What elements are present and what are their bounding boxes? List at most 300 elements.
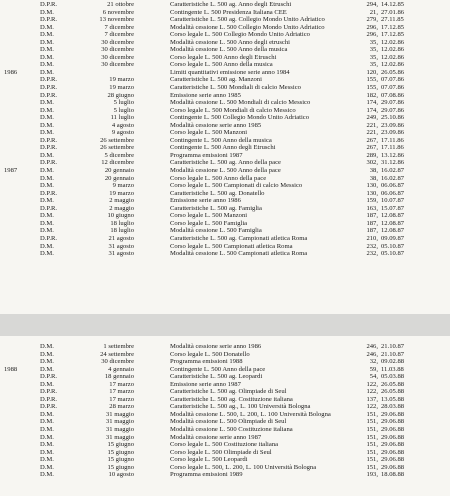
- gazette-date: 29.06.88: [381, 456, 405, 464]
- gazette-number: 155,: [366, 84, 378, 92]
- gazette-number: 151,: [366, 441, 378, 449]
- gazette-number: 249,: [366, 114, 378, 122]
- decree-date: 15 giugno: [107, 456, 134, 464]
- decree-type: D.M.: [40, 99, 54, 107]
- decree-row: [0, 351, 450, 359]
- decree-type: D.M.: [40, 129, 54, 137]
- decree-description: Caratteristiche L. 500 ag. Anno della pace: [170, 159, 281, 167]
- gazette-number: 21,: [369, 8, 378, 16]
- gazette-date: 25.10.86: [381, 114, 405, 122]
- gazette-date: 12.02.86: [381, 38, 405, 46]
- decree-row: [0, 471, 450, 479]
- decree-description: Emissione serie anno 1986: [170, 197, 241, 205]
- decree-description: Corso legale L. 500 Collegio Mondo Unito Adriatico: [170, 31, 310, 39]
- decree-description: Modalità cessione serie anno 1986: [170, 343, 262, 350]
- decree-row: [0, 99, 450, 107]
- decree-date: 4 agosto: [111, 121, 134, 129]
- decree-row: [0, 129, 450, 137]
- decree-type: D.P.R.: [40, 373, 58, 381]
- gazette-date: 15.07.87: [381, 204, 405, 212]
- decree-description: Modalità cessione L. 500 Anno degli etruschi: [170, 38, 290, 46]
- decree-type: D.M.: [40, 227, 54, 235]
- decree-date: 7 dicembre: [104, 23, 134, 31]
- gazette-date: 26.05.88: [381, 388, 405, 396]
- gazette-date: 12.02.86: [381, 53, 405, 61]
- decree-description: Modalità cessione L. 500 Olimpiade di Seul: [170, 418, 287, 426]
- gazette-date: 07.08.86: [381, 91, 405, 99]
- decree-row: [0, 396, 450, 404]
- gazette-number: 137,: [366, 395, 378, 403]
- decree-description: Modalità cessione serie anno 1987: [170, 433, 262, 441]
- gazette-number: 267,: [366, 136, 378, 144]
- gazette-date: 29.06.88: [381, 410, 405, 418]
- gazette-number: 294,: [366, 1, 378, 8]
- gazette-date: 07.07.86: [381, 76, 405, 84]
- decree-description: Contingente L. 500 Anno degli Etruschi: [170, 144, 276, 152]
- decree-type: D.P.R.: [40, 144, 58, 152]
- decree-type: D.M.: [40, 114, 54, 122]
- gazette-date: 23.09.86: [381, 121, 405, 129]
- decree-type: D.M.: [40, 433, 54, 441]
- decree-date: 7 dicembre: [104, 31, 134, 39]
- gazette-date: 29.07.86: [381, 99, 405, 107]
- decree-description: Corso legale L. 500 Anno degli Etruschi: [170, 53, 277, 61]
- decree-description: Caratteristiche L. 500 ag., L. 100 Università Bologna: [170, 403, 311, 411]
- gazette-number: 38,: [369, 174, 378, 182]
- decree-description: Caratteristiche L. 500 ag. Olimpiade di Seul: [170, 388, 287, 396]
- gazette-date: 17.11.86: [381, 144, 404, 152]
- decree-date: 12 dicembre: [101, 159, 134, 167]
- decree-row: [0, 403, 450, 411]
- decree-date: 30 dicembre: [101, 61, 134, 69]
- gazette-date: 27.11.85: [381, 16, 404, 24]
- decree-table-bottom: [0, 343, 450, 479]
- gazette-date: 05.10.87: [381, 242, 405, 250]
- gazette-date: 29.06.88: [381, 441, 405, 449]
- gazette-number: 54,: [369, 373, 378, 381]
- gazette-number: 35,: [369, 53, 378, 61]
- decree-row: [0, 464, 450, 472]
- decree-description: Programma emissioni 1989: [170, 471, 243, 479]
- decree-date: 20 gennaio: [104, 174, 134, 182]
- decree-type: D.M.: [40, 463, 54, 471]
- decree-description: Corso legale L. 500 Manzoni: [170, 129, 248, 137]
- decree-row: [0, 381, 450, 389]
- decree-type: D.P.R.: [40, 388, 58, 396]
- decree-row: [0, 175, 450, 183]
- decree-row: [0, 31, 450, 39]
- decree-row: [0, 46, 450, 54]
- decree-type: D.M.: [40, 38, 54, 46]
- decree-date: 18 luglio: [110, 219, 134, 227]
- gazette-date: 12.08.87: [381, 219, 405, 227]
- decree-row: [0, 250, 450, 258]
- decree-row: [0, 343, 450, 351]
- decree-description: Modalità cessione L. 500 Famiglia: [170, 227, 262, 235]
- decree-date: 31 agosto: [108, 250, 134, 258]
- decree-row: [0, 69, 450, 77]
- decree-date: 11 luglio: [110, 114, 134, 122]
- decree-type: D.M.: [40, 219, 54, 227]
- decree-description: Caratteristiche L. 500 ag. Costituzione italiana: [170, 395, 293, 403]
- decree-description: Corso legale L. 500 Donatello: [170, 350, 250, 358]
- gazette-number: 120,: [366, 68, 378, 76]
- decree-date: 30 dicembre: [101, 38, 134, 46]
- decree-type: D.P.R.: [40, 76, 58, 84]
- decree-date: 19 marzo: [109, 189, 134, 197]
- decree-description: Corso legale L. 500 Campionati di calcio Messico: [170, 182, 303, 190]
- decree-type: D.M.: [40, 106, 54, 114]
- gazette-date: 09.09.87: [381, 234, 405, 242]
- decree-type: D.P.R.: [40, 204, 58, 212]
- gazette-number: 232,: [366, 250, 378, 258]
- decree-row: [0, 418, 450, 426]
- gazette-number: 296,: [366, 23, 378, 31]
- decree-type: D.M.: [40, 250, 54, 258]
- decree-row: [0, 107, 450, 115]
- decree-date: 13 novembre: [99, 16, 134, 24]
- decree-row: [0, 39, 450, 47]
- decree-row: [0, 137, 450, 145]
- gazette-number: 151,: [366, 418, 378, 426]
- decree-description: Modalità cessione L. 500 Anno della musica: [170, 46, 288, 54]
- decree-type: D.M.: [40, 410, 54, 418]
- decree-date: 2 maggio: [109, 197, 134, 205]
- gazette-date: 06.06.87: [381, 182, 405, 190]
- page-gap: [0, 314, 450, 336]
- gazette-number: 187,: [366, 219, 378, 227]
- gazette-number: 221,: [366, 129, 378, 137]
- decree-date: 26 settembre: [100, 144, 134, 152]
- decree-date: 19 marzo: [109, 84, 134, 92]
- gazette-date: 17.12.85: [381, 23, 405, 31]
- decree-description: Corso legale L. 500 Anno della pace: [170, 174, 267, 182]
- gazette-date: 12.08.87: [381, 227, 405, 235]
- decree-description: Limiti quantitativi emissione serie anno 1984: [170, 68, 290, 76]
- decree-date: 18 luglio: [110, 227, 134, 235]
- decree-description: Corso legale L. 500, L. 200, L. 100 Università Bologna: [170, 463, 317, 471]
- decree-description: Emissione serie anno 1987: [170, 380, 241, 388]
- decree-description: Corso legale L. 500 Campionati atletica Roma: [170, 242, 293, 250]
- gazette-number: 122,: [366, 380, 378, 388]
- year-label: 1986: [4, 68, 18, 76]
- gazette-date: 12.02.86: [381, 61, 405, 69]
- decree-row: [0, 1, 450, 9]
- decree-table-top: [0, 1, 450, 258]
- gazette-number: 296,: [366, 31, 378, 39]
- gazette-date: 27.01.86: [381, 8, 405, 16]
- decree-description: Caratteristiche L. 500 ag. Famiglia: [170, 204, 262, 212]
- decree-type: D.P.R.: [40, 91, 58, 99]
- decree-date: 21 ottobre: [107, 1, 134, 8]
- decree-description: Corso legale L. 500 Leopardi: [170, 456, 248, 464]
- decree-row: [0, 114, 450, 122]
- gazette-date: 16.02.87: [381, 174, 405, 182]
- decree-type: D.M.: [40, 167, 54, 175]
- gazette-number: 174,: [366, 106, 378, 114]
- decree-description: Corso legale L. 500 Manzoni: [170, 212, 248, 220]
- decree-date: 31 maggio: [105, 418, 134, 426]
- decree-date: 20 gennaio: [104, 167, 134, 175]
- decree-row: [0, 388, 450, 396]
- gazette-number: 38,: [369, 167, 378, 175]
- gazette-date: 09.02.88: [381, 358, 405, 366]
- gazette-number: 246,: [366, 350, 378, 358]
- decree-date: 17 marzo: [109, 380, 134, 388]
- decree-row: [0, 411, 450, 419]
- decree-type: D.M.: [40, 418, 54, 426]
- gazette-number: 289,: [366, 151, 378, 159]
- decree-date: 28 giugno: [107, 91, 134, 99]
- decree-type: D.M.: [40, 471, 54, 479]
- decree-description: Modalità cessione L. 500 Campionati atletica Roma: [170, 250, 308, 258]
- decree-date: 17 marzo: [109, 388, 134, 396]
- decree-description: Contingente L. 500 Anno della musica: [170, 136, 272, 144]
- gazette-number: 130,: [366, 182, 378, 190]
- gazette-date: 29.07.86: [381, 106, 405, 114]
- decree-type: D.M.: [40, 68, 54, 76]
- decree-type: D.M.: [40, 61, 54, 69]
- decree-type: D.M.: [40, 358, 54, 366]
- decree-row: [0, 235, 450, 243]
- decree-description: Caratteristiche L. 500 ag. Collegio Mondo Unito Adriatico: [170, 16, 325, 24]
- gazette-number: 279,: [366, 16, 378, 24]
- decree-date: 5 dicembre: [104, 151, 134, 159]
- gazette-number: 151,: [366, 426, 378, 434]
- decree-date: 10 agosto: [108, 471, 134, 479]
- gazette-date: 26.05.86: [381, 68, 405, 76]
- gazette-date: 29.06.88: [381, 463, 405, 471]
- decree-row: [0, 92, 450, 100]
- decree-date: 10 giugno: [107, 212, 134, 220]
- decree-type: D.M.: [40, 8, 54, 16]
- decree-date: 21 agosto: [108, 234, 134, 242]
- decree-description: Modalità cessione L. 500 Mondiali di calcio Messico: [170, 99, 311, 107]
- gazette-number: 151,: [366, 456, 378, 464]
- gazette-number: 246,: [366, 343, 378, 350]
- decree-date: 1 settembre: [103, 343, 134, 350]
- decree-row: [0, 197, 450, 205]
- gazette-number: 122,: [366, 403, 378, 411]
- decree-row: [0, 205, 450, 213]
- gazette-number: 122,: [366, 388, 378, 396]
- decree-type: D.M.: [40, 448, 54, 456]
- decree-type: D.P.R.: [40, 84, 58, 92]
- decree-description: Modalità cessione serie anno 1985: [170, 121, 262, 129]
- decree-description: Caratteristiche L. 500 ag. Donatello: [170, 189, 265, 197]
- gazette-date: 14.12.85: [381, 1, 405, 8]
- gazette-date: 06.06.87: [381, 189, 405, 197]
- decree-row: [0, 167, 450, 175]
- decree-row: [0, 182, 450, 190]
- decree-description: Contingente L. 500 Collegio Mondo Unito Adriatico: [170, 114, 310, 122]
- decree-row: [0, 61, 450, 69]
- gazette-date: 12.02.86: [381, 46, 405, 54]
- decree-type: D.P.R.: [40, 159, 58, 167]
- decree-description: Programma emissioni 1988: [170, 358, 243, 366]
- decree-description: Caratteristiche L. 500 ag. Campionati atletica Roma: [170, 234, 308, 242]
- decree-date: 28 marzo: [109, 403, 134, 411]
- gazette-date: 07.07.86: [381, 84, 405, 92]
- decree-date: 24 settembre: [100, 350, 134, 358]
- decree-row: [0, 190, 450, 198]
- decree-description: Modalità cessione L. 500, L. 200, L. 100 Università Bologna: [170, 410, 331, 418]
- gazette-number: 193,: [366, 471, 378, 479]
- gazette-date: 23.09.86: [381, 129, 405, 137]
- decree-row: [0, 76, 450, 84]
- decree-type: D.P.R.: [40, 234, 58, 242]
- decree-date: 4 gennaio: [108, 365, 134, 373]
- decree-description: Corso legale L. 500 Mondiali di calcio Messico: [170, 106, 296, 114]
- decree-date: 17 marzo: [109, 395, 134, 403]
- decree-row: [0, 16, 450, 24]
- decree-row: [0, 434, 450, 442]
- decree-type: D.P.R.: [40, 1, 58, 8]
- gazette-number: 267,: [366, 144, 378, 152]
- decree-row: [0, 358, 450, 366]
- gazette-number: 130,: [366, 189, 378, 197]
- decree-type: D.M.: [40, 343, 54, 350]
- decree-type: D.M.: [40, 53, 54, 61]
- decree-date: 2 maggio: [109, 204, 134, 212]
- gazette-date: 16.02.87: [381, 167, 405, 175]
- gazette-number: 155,: [366, 76, 378, 84]
- decree-description: Programma emissioni 1987: [170, 151, 243, 159]
- gazette-number: 210,: [366, 234, 378, 242]
- gazette-date: 31.12.86: [381, 159, 405, 167]
- decree-date: 15 giugno: [107, 463, 134, 471]
- decree-date: 5 luglio: [113, 106, 134, 114]
- decree-date: 15 giugno: [107, 441, 134, 449]
- decree-description: Caratteristiche L. 500 Mondiali di calcio Messico: [170, 84, 301, 92]
- gazette-date: 10.07.87: [381, 197, 405, 205]
- decree-row: [0, 243, 450, 251]
- decree-description: Corso legale L. 500 Famiglia: [170, 219, 248, 227]
- gazette-number: 187,: [366, 227, 378, 235]
- decree-description: Caratteristiche L. 500 ag. Manzoni: [170, 76, 262, 84]
- gazette-number: 182,: [366, 91, 378, 99]
- gazette-date: 29.06.88: [381, 426, 405, 434]
- decree-type: D.M.: [40, 182, 54, 190]
- decree-description: Caratteristiche L. 500 ag. Anno degli Etruschi: [170, 1, 292, 8]
- decree-date: 5 luglio: [113, 99, 134, 107]
- decree-row: [0, 366, 450, 374]
- decree-description: Modalità cessione L. 500 Costituzione italiana: [170, 426, 293, 434]
- decree-date: 30 dicembre: [101, 358, 134, 366]
- decree-row: [0, 54, 450, 62]
- gazette-date: 13.05.88: [381, 395, 405, 403]
- decree-type: D.M.: [40, 242, 54, 250]
- decree-date: 18 gennaio: [104, 373, 134, 381]
- decree-date: 26 settembre: [100, 136, 134, 144]
- gazette-date: 29.06.88: [381, 433, 405, 441]
- gazette-number: 151,: [366, 463, 378, 471]
- decree-description: Emissione serie anno 1985: [170, 91, 241, 99]
- decree-type: D.M.: [40, 380, 54, 388]
- gazette-number: 35,: [369, 46, 378, 54]
- decree-description: Modalità cessione L. 500 Anno della pace: [170, 167, 281, 175]
- decree-date: 9 agosto: [111, 129, 134, 137]
- gazette-number: 151,: [366, 448, 378, 456]
- decree-row: [0, 122, 450, 130]
- gazette-number: 174,: [366, 99, 378, 107]
- gazette-date: 17.11.86: [381, 136, 404, 144]
- gazette-number: 59,: [369, 365, 378, 373]
- decree-date: 31 maggio: [105, 433, 134, 441]
- decree-type: D.M.: [40, 426, 54, 434]
- decree-row: [0, 144, 450, 152]
- gazette-date: 28.03.88: [381, 403, 405, 411]
- gazette-date: 21.10.87: [381, 350, 405, 358]
- year-label: 1988: [4, 365, 18, 373]
- gazette-number: 302,: [366, 159, 378, 167]
- decree-type: D.M.: [40, 151, 54, 159]
- decree-description: Corso legale L. 500 Anno della musica: [170, 61, 273, 69]
- gazette-number: 159,: [366, 197, 378, 205]
- decree-date: 19 marzo: [109, 76, 134, 84]
- decree-description: Contingente L. 500 Anno della pace: [170, 365, 266, 373]
- gazette-date: 26.05.88: [381, 380, 405, 388]
- decree-date: 30 dicembre: [101, 46, 134, 54]
- gazette-date: 18.08.88: [381, 471, 405, 479]
- gazette-number: 32,: [369, 358, 378, 366]
- decree-row: [0, 227, 450, 235]
- decree-type: D.M.: [40, 174, 54, 182]
- gazette-date: 17.12.85: [381, 31, 405, 39]
- document-page-bottom: [0, 336, 450, 496]
- decree-type: D.P.R.: [40, 189, 58, 197]
- decree-date: 31 agosto: [108, 242, 134, 250]
- decree-type: D.M.: [40, 350, 54, 358]
- decree-type: D.M.: [40, 456, 54, 464]
- gazette-number: 163,: [366, 204, 378, 212]
- decree-row: [0, 373, 450, 381]
- decree-row: [0, 441, 450, 449]
- decree-date: 31 maggio: [105, 426, 134, 434]
- decree-row: [0, 24, 450, 32]
- decree-description: Caratteristiche L. 500 ag. Leopardi: [170, 373, 263, 381]
- gazette-number: 221,: [366, 121, 378, 129]
- gazette-date: 11.03.88: [381, 365, 404, 373]
- gazette-number: 151,: [366, 410, 378, 418]
- gazette-date: 13.12.86: [381, 151, 405, 159]
- decree-row: [0, 9, 450, 17]
- decree-type: D.P.R.: [40, 136, 58, 144]
- decree-row: [0, 220, 450, 228]
- gazette-date: 21.10.87: [381, 343, 405, 350]
- gazette-date: 05.10.87: [381, 250, 405, 258]
- year-label: 1987: [4, 167, 18, 175]
- gazette-number: 151,: [366, 433, 378, 441]
- gazette-date: 12.08.87: [381, 212, 405, 220]
- decree-type: D.M.: [40, 441, 54, 449]
- decree-description: Contingente L. 500 Presidenza Italiana CEE: [170, 8, 287, 16]
- decree-row: [0, 212, 450, 220]
- gazette-number: 187,: [366, 212, 378, 220]
- decree-row: [0, 84, 450, 92]
- gazette-date: 29.06.88: [381, 448, 405, 456]
- decree-row: [0, 152, 450, 160]
- decree-type: D.P.R.: [40, 395, 58, 403]
- gazette-date: 05.03.88: [381, 373, 405, 381]
- decree-row: [0, 456, 450, 464]
- gazette-date: 29.06.88: [381, 418, 405, 426]
- decree-type: D.M.: [40, 121, 54, 129]
- decree-description: Modalità cessione L. 500 Collegio Mondo Unito Adriatico: [170, 23, 325, 31]
- gazette-number: 35,: [369, 61, 378, 69]
- decree-row: [0, 159, 450, 167]
- decree-type: D.P.R.: [40, 16, 58, 24]
